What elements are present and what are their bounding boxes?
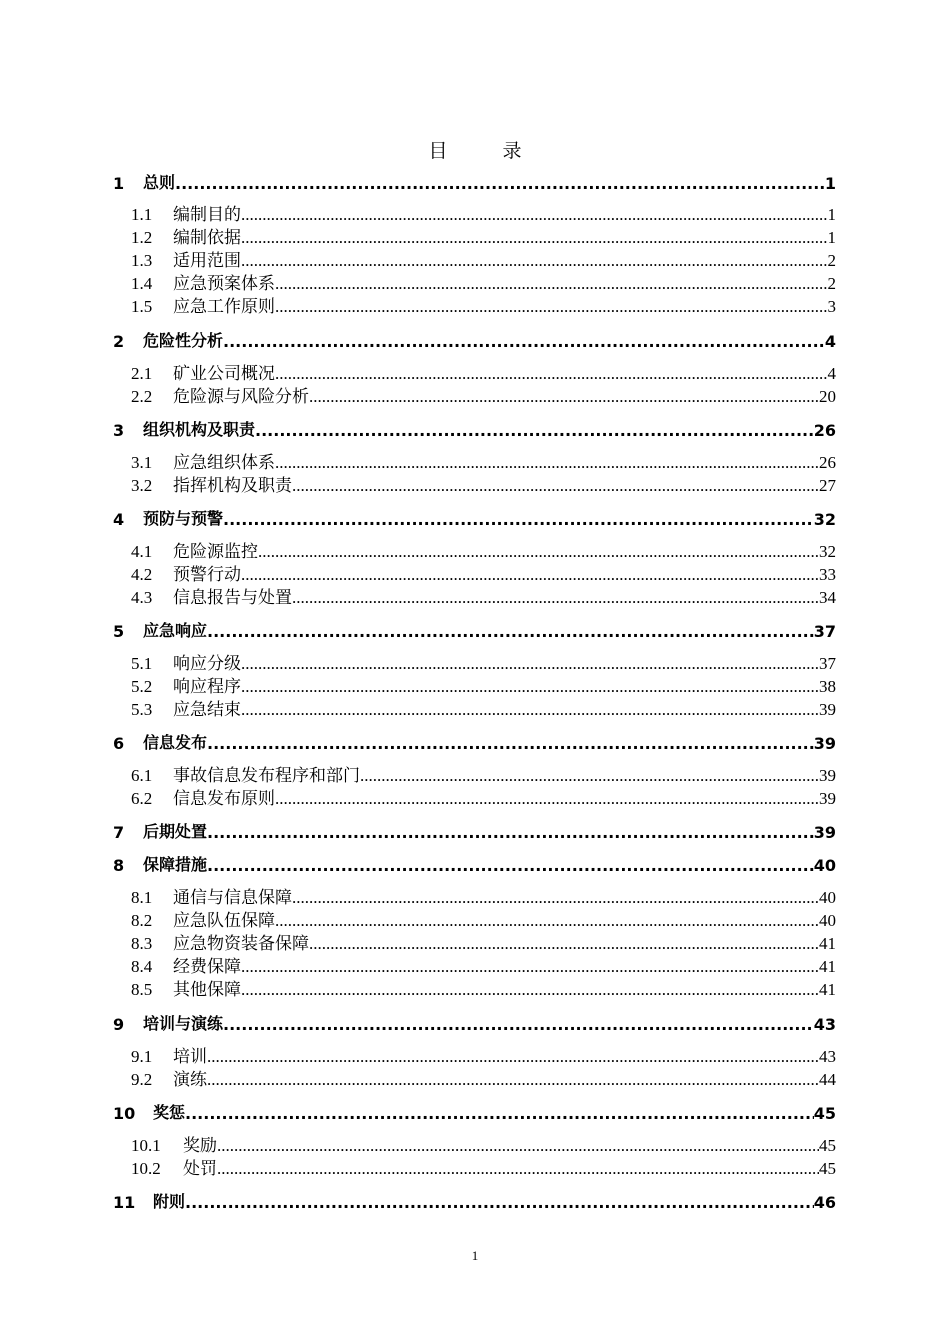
toc-entry-label: 适用范围 (173, 251, 241, 270)
toc-section-entry[interactable] (131, 225, 836, 248)
toc-entry-number: 10 (113, 1104, 136, 1123)
toc-entry-page: 41 (819, 957, 836, 976)
toc-entry-page: 45 (819, 1136, 836, 1155)
toc-dot-leader (217, 1159, 819, 1179)
toc-dot-leader (241, 700, 819, 720)
toc-dot-leader (275, 789, 819, 809)
toc-entry-page: 44 (819, 1070, 836, 1089)
toc-entry-page: 41 (819, 980, 836, 999)
toc-entry-number: 9.1 (131, 1047, 153, 1066)
toc-entry-number: 1.3 (131, 251, 153, 270)
toc-entry-number: 7 (113, 823, 125, 842)
toc-entry-label: 响应程序 (173, 677, 241, 696)
toc-entry-number: 8.4 (131, 957, 153, 976)
toc-section-entry[interactable] (131, 763, 836, 786)
toc-entry-number: 10.2 (131, 1159, 161, 1178)
toc-entry-page: 43 (819, 1047, 836, 1066)
toc-entry-label: 保障措施 (143, 855, 208, 874)
toc-entry-number: 9.2 (131, 1070, 153, 1089)
toc-section-entry[interactable] (131, 361, 836, 384)
toc-entry-number: 10.1 (131, 1136, 161, 1155)
toc-entry-page: 40 (819, 911, 836, 930)
toc-entry-page: 40 (813, 856, 836, 875)
toc-entry-number: 2.1 (131, 364, 153, 383)
toc-entry-label: 奖惩 (153, 1103, 186, 1122)
toc-dot-leader (241, 565, 819, 585)
toc-entry-label: 附则 (153, 1192, 186, 1211)
toc-entry-number: 9 (113, 1015, 125, 1034)
toc-entry-number: 4.2 (131, 565, 153, 584)
toc-entry-number: 8.2 (131, 911, 153, 930)
toc-dot-leader (241, 205, 828, 225)
toc-dot-leader (309, 387, 819, 407)
toc-entry-page: 45 (813, 1104, 836, 1123)
toc-section-entry[interactable] (131, 977, 836, 1000)
toc-dot-leader (241, 980, 819, 1000)
toc-entry-page: 26 (813, 421, 836, 440)
toc-dot-leader (185, 1104, 814, 1123)
toc-chapter-entry[interactable] (113, 730, 836, 753)
toc-dot-leader (275, 911, 819, 931)
toc-entry-label: 应急预案体系 (173, 274, 275, 293)
toc-entry-page: 34 (819, 588, 836, 607)
toc-entry-number: 6.2 (131, 789, 153, 808)
page-number: 1 (471, 1248, 479, 1263)
toc-entry-number: 5 (113, 622, 125, 641)
toc-entry-number: 1.4 (131, 274, 153, 293)
toc-dot-leader (207, 734, 814, 753)
toc-entry-page: 46 (813, 1193, 836, 1212)
toc-entry-number: 5.3 (131, 700, 153, 719)
toc-dot-leader (292, 476, 819, 496)
toc-dot-leader (275, 453, 819, 473)
toc-entry-label: 经费保障 (173, 957, 241, 976)
toc-entry-page: 39 (819, 789, 836, 808)
toc-entry-label: 组织机构及职责 (143, 420, 256, 439)
toc-section-entry[interactable] (131, 1067, 836, 1090)
toc-entry-label: 培训 (173, 1047, 207, 1066)
toc-entry-label: 处罚 (183, 1159, 217, 1178)
toc-section-entry[interactable] (131, 562, 836, 585)
toc-entry-label: 危险源与风险分析 (173, 387, 309, 406)
toc-section-entry[interactable] (131, 908, 836, 931)
toc-entry-number: 6.1 (131, 766, 153, 785)
toc-chapter-entry[interactable] (113, 819, 836, 842)
toc-section-entry[interactable] (131, 294, 836, 317)
toc-entry-page: 40 (819, 888, 836, 907)
toc-dot-leader (241, 957, 819, 977)
toc-entry-label: 应急结束 (173, 700, 241, 719)
toc-chapter-entry[interactable] (113, 618, 836, 641)
toc-entry-page: 43 (813, 1015, 836, 1034)
toc-entry-label: 应急队伍保障 (173, 911, 275, 930)
toc-dot-leader (258, 542, 819, 562)
toc-entry-label: 奖励 (183, 1136, 217, 1155)
toc-dot-leader (207, 622, 814, 641)
toc-entry-number: 4.1 (131, 542, 153, 561)
toc-section-entry[interactable] (131, 1133, 836, 1156)
toc-section-entry[interactable] (131, 786, 836, 809)
toc-section-entry[interactable] (131, 450, 836, 473)
toc-dot-leader (223, 510, 814, 529)
toc-entry-label: 信息发布 (143, 733, 208, 752)
toc-entry-number: 8 (113, 856, 125, 875)
toc-dot-leader (292, 888, 819, 908)
toc-dot-leader (207, 823, 814, 842)
toc-section-entry[interactable] (131, 473, 836, 496)
toc-dot-leader (255, 421, 814, 440)
toc-dot-leader (241, 677, 819, 697)
toc-entry-label: 指挥机构及职责 (173, 476, 292, 495)
toc-entry-label: 总则 (143, 173, 176, 192)
toc-section-entry[interactable] (131, 1044, 836, 1067)
toc-entry-page: 37 (819, 654, 836, 673)
toc-entry-label: 响应分级 (173, 654, 241, 673)
toc-entry-label: 演练 (173, 1070, 207, 1089)
toc-entry-page: 27 (819, 476, 836, 495)
toc-chapter-entry[interactable] (113, 1189, 836, 1212)
toc-entry-number: 1.2 (131, 228, 153, 247)
toc-section-entry[interactable] (131, 271, 836, 294)
toc-section-entry[interactable] (131, 885, 836, 908)
toc-section-entry[interactable] (131, 674, 836, 697)
toc-entry-number: 11 (113, 1193, 136, 1212)
toc-entry-number: 4.3 (131, 588, 153, 607)
toc-chapter-entry[interactable] (113, 328, 836, 351)
toc-entry-number: 1 (113, 174, 125, 193)
toc-entry-page: 39 (813, 734, 836, 753)
toc-entry-page: 32 (819, 542, 836, 561)
toc-entry-label: 编制目的 (173, 205, 241, 224)
toc-entry-number: 3.1 (131, 453, 153, 472)
toc-entry-page: 4 (827, 364, 836, 383)
toc-dot-leader (241, 251, 828, 271)
toc-entry-number: 6 (113, 734, 125, 753)
toc-entry-page: 1 (827, 205, 836, 224)
toc-entry-label: 事故信息发布程序和部门 (173, 766, 360, 785)
toc-entry-page: 1 (827, 228, 836, 247)
toc-entry-page: 41 (819, 934, 836, 953)
toc-section-entry[interactable] (131, 1156, 836, 1179)
toc-dot-leader (223, 332, 825, 351)
toc-entry-page: 38 (819, 677, 836, 696)
toc-entry-number: 8.3 (131, 934, 153, 953)
toc-entry-label: 危险源监控 (173, 542, 258, 561)
toc-entry-page: 33 (819, 565, 836, 584)
toc-entry-number: 8.5 (131, 980, 153, 999)
toc-entry-label: 应急物资装备保障 (173, 934, 309, 953)
toc-dot-leader (241, 654, 819, 674)
toc-entry-page: 26 (819, 453, 836, 472)
toc-dot-leader (185, 1193, 814, 1212)
toc-entry-number: 4 (113, 510, 125, 529)
toc-dot-leader (207, 1047, 819, 1067)
toc-chapter-entry[interactable] (113, 852, 836, 875)
toc-entry-label: 后期处置 (143, 822, 208, 841)
toc-dot-leader (309, 934, 819, 954)
toc-dot-leader (275, 274, 828, 294)
toc-entry-label: 通信与信息保障 (173, 888, 292, 907)
toc-entry-label: 应急组织体系 (173, 453, 275, 472)
toc-entry-page: 1 (824, 174, 836, 193)
toc-entry-label: 编制依据 (173, 228, 241, 247)
toc-entry-page: 20 (819, 387, 836, 406)
toc-section-entry[interactable] (131, 248, 836, 271)
toc-entry-page: 39 (819, 700, 836, 719)
toc-entry-number: 5.2 (131, 677, 153, 696)
toc-entry-label: 预防与预警 (143, 509, 224, 528)
toc-section-entry[interactable] (131, 585, 836, 608)
toc-entry-page: 39 (813, 823, 836, 842)
toc-section-entry[interactable] (131, 384, 836, 407)
toc-entry-number: 2.2 (131, 387, 153, 406)
toc-entry-number: 2 (113, 332, 125, 351)
toc-entry-number: 8.1 (131, 888, 153, 907)
toc-dot-leader (207, 856, 814, 875)
toc-entry-number: 1.5 (131, 297, 153, 316)
toc-entry-label: 应急工作原则 (173, 297, 275, 316)
toc-entry-label: 预警行动 (173, 565, 241, 584)
toc-section-entry[interactable] (131, 931, 836, 954)
toc-section-entry[interactable] (131, 539, 836, 562)
toc-entry-label: 信息发布原则 (173, 789, 275, 808)
toc-section-entry[interactable] (131, 954, 836, 977)
toc-dot-leader (241, 228, 828, 248)
toc-section-entry[interactable] (131, 651, 836, 674)
toc-entry-page: 45 (819, 1159, 836, 1178)
toc-entry-number: 3.2 (131, 476, 153, 495)
toc-dot-leader (207, 1070, 819, 1090)
toc-dot-leader (275, 364, 828, 384)
toc-chapter-entry[interactable] (113, 417, 836, 440)
toc-entry-number: 1.1 (131, 205, 153, 224)
toc-dot-leader (292, 588, 819, 608)
toc-entry-page: 2 (827, 274, 836, 293)
toc-entry-number: 3 (113, 421, 125, 440)
toc-entry-page: 32 (813, 510, 836, 529)
toc-dot-leader (175, 174, 825, 193)
toc-entry-label: 矿业公司概况 (173, 364, 275, 383)
toc-entry-page: 2 (827, 251, 836, 270)
toc-chapter-entry[interactable] (113, 1011, 836, 1034)
toc-section-entry[interactable] (131, 697, 836, 720)
toc-dot-leader (360, 766, 819, 786)
toc-entry-page: 3 (827, 297, 836, 316)
toc-title: 目 录 (428, 140, 540, 162)
toc-entry-number: 5.1 (131, 654, 153, 673)
toc-entry-page: 37 (813, 622, 836, 641)
toc-entry-page: 39 (819, 766, 836, 785)
toc-entry-page: 4 (824, 332, 836, 351)
toc-dot-leader (217, 1136, 819, 1156)
toc-entry-label: 其他保障 (173, 980, 241, 999)
toc-dot-leader (223, 1015, 814, 1034)
toc-chapter-entry[interactable] (113, 170, 836, 193)
toc-entry-label: 培训与演练 (143, 1014, 224, 1033)
toc-entry-label: 应急响应 (143, 621, 208, 640)
toc-chapter-entry[interactable] (113, 506, 836, 529)
toc-chapter-entry[interactable] (113, 1100, 836, 1123)
toc-entry-label: 危险性分析 (143, 331, 224, 350)
toc-entry-label: 信息报告与处置 (173, 588, 292, 607)
toc-section-entry[interactable] (131, 202, 836, 225)
toc-dot-leader (275, 297, 828, 317)
